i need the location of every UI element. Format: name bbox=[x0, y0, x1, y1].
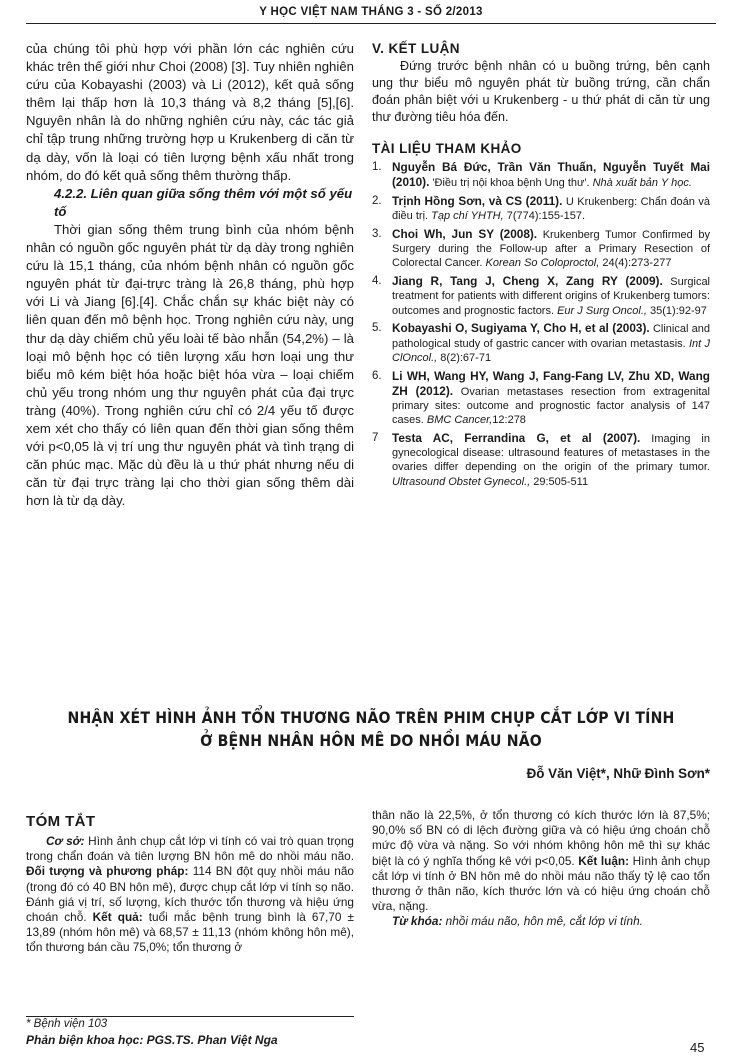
reference-authors: Choi Wh, Jun SY (2008). bbox=[392, 227, 538, 241]
conclusion-heading: V. KẾT LUẬN bbox=[372, 41, 460, 56]
reference-number: 6. bbox=[372, 369, 382, 382]
reference-item bbox=[372, 194, 710, 223]
reference-text: Krukenberg Tumor Confirmed by Surgery during the Follow-up after a Primary Resection of Colorectal Cancer. bbox=[392, 229, 710, 270]
abstract-keywords bbox=[372, 914, 710, 929]
reference-source: Korean So Coloproctol, bbox=[485, 257, 600, 270]
reference-authors: Kobayashi O, Sugiyama Y, Cho H, et al (2003). bbox=[392, 321, 650, 336]
references-heading: TÀI LIỆU THAM KHẢO bbox=[372, 141, 522, 156]
left-paragraph-2: Thời gian sống thêm trung bình của nhóm bệnh nhân có nguồn gốc nguyên phát từ dạ dày trong nghiên cứu là 15,1 tháng, của nhóm bệnh nhân có nguồn gốc nguyên phát từ đại-trực tràng là 26,8 tháng, phù hợp với Li và Jiang [6].[4]. Chắc chắn sự khác biệt này có liên quan đến mô bệnh học. Trong nghiên cứu này, ung thư dạ dày chiếm chủ yếu loài tế bào nhẫn (54,2%) – là loại mô bệnh học có tiên lượng xấu hơn loại ung thư biểu mô kém biệt hóa hoặc biệt hóa vừa – loại chiếm chủ yếu trong nhóm ung thư nguyên phát của đại trực tràng (40%). Trong nghiên cứu chỉ có 2/4 yếu tố được xem xét cho thấy có liên quan đến thời gian sống thêm với p<0,05 là vị trí ung thư nguyên phát và tình trạng di căn phúc mạc. Mặc dù đều là u thứ phát nhưng nếu di căn từ đại trực tràng lại cho thời gian sống thêm dài hơn là từ dạ dày. bbox=[26, 221, 354, 509]
keywords-text: nhồi máu não, hôn mê, cắt lớp vi tính. bbox=[442, 914, 643, 929]
journal-header: Y HỌC VIỆT NAM THÁNG 3 - SỐ 2/2013 bbox=[259, 6, 483, 18]
reference-number: 5. bbox=[372, 322, 382, 335]
reference-item bbox=[372, 160, 710, 190]
reference-tail: 29:505-511 bbox=[530, 475, 589, 488]
left-paragraph-1: của chúng tôi phù hợp với phần lớn các nghiên cứu khác trên thế giới như Choi (2008) [3]. Tuy nhiên nghiên cứu của Kobayashi (2003) và Li (2012), kết quả sống thêm lại thấp hơn là 10,3 tháng và 8,2 tháng [5],[6]. Nguyên nhân là do những nghiên cứu này, các tác giả chỉ tập trung những trường hợp u Krukenberg di căn từ dạ dày, vốn là loại có tiên lượng bệnh xấu nhất trong nhóm, do đó kết quả sống thêm thường thấp. bbox=[26, 41, 354, 183]
reference-item bbox=[372, 227, 710, 271]
reference-list bbox=[372, 160, 710, 489]
reference-text: Surgical treatment for patients with different origins of Krukenberg tumors: outcomes and prognostic factors. bbox=[392, 276, 711, 317]
keywords-label: Từ khóa: bbox=[392, 914, 443, 929]
subheading-4-2-2: 4.2.2. Liên quan giữa sống thêm với một số yếu tố bbox=[54, 185, 353, 219]
article-title-line-2: Ở BỆNH NHÂN HÔN MÊ DO NHỒI MÁU NÃO bbox=[200, 731, 542, 750]
abstract-paragraph-2 bbox=[372, 808, 710, 914]
reference-text: Imaging in gynecological disease: ultrasound features of metastases in the ovaries differ depending on the origin of the primary tumor. bbox=[392, 433, 710, 474]
reference-number: 7 bbox=[372, 432, 379, 445]
abstract-methods-text: 114 BN đột quỵ nhồi máu não (trong đó có 40 BN hôn mê), được chụp cắt lớp vi tính sọ não. Đánh giá vị trí, số lượng, kích thước tổn thương và hiệu ứng choán chỗ. bbox=[26, 864, 354, 925]
reference-source: BMC Cancer, bbox=[426, 414, 493, 427]
reference-tail: 7(774):155-157. bbox=[503, 210, 586, 223]
article-title bbox=[67, 706, 674, 752]
reference-tail: 8(2):67-71 bbox=[437, 351, 492, 364]
page-number: 45 bbox=[690, 1040, 705, 1055]
reference-number: 4. bbox=[372, 275, 382, 288]
reference-tail: 12:278 bbox=[492, 414, 526, 427]
reference-tail: 24(4):273-277 bbox=[599, 257, 672, 270]
abstract-conclusion-text: Hình ảnh chụp cắt lớp vi tính ở BN hôn mê do nhồi máu não thấy tỷ lệ cao tổn thương ở thân não, kích thước lớn và có hiệu ứng choán chỗ vừa, nặng. bbox=[372, 853, 711, 914]
reference-source: Tạp chí YHTH, bbox=[431, 210, 504, 223]
abstract-right bbox=[372, 808, 710, 930]
article-authors: Đỗ Văn Việt*, Nhữ Đình Sơn* bbox=[526, 766, 710, 781]
article-title-line-1: NHẬN XÉT HÌNH ẢNH TỔN THƯƠNG NÃO TRÊN PHIM CHỤP CẮT LỚP VI TÍNH bbox=[67, 708, 675, 727]
abstract-paragraph-1 bbox=[26, 834, 354, 956]
abstract-results-text: tuổi mắc bệnh trung bình là 67,70 ± 13,89 (nhóm hôn mê) và 68,57 ± 11,13 (nhóm không hôn mê), tổn thương bán cầu 75,0%; tổn thương ở bbox=[26, 910, 354, 955]
reference-source: Int J ClOncol., bbox=[392, 337, 710, 364]
reference-authors: Jiang R, Tang J, Cheng X, Zang RY (2009). bbox=[392, 274, 663, 289]
abstract-methods-label: Đối tượng và phương pháp: bbox=[26, 864, 189, 879]
reference-source: Eur J Surg Oncol., bbox=[557, 304, 647, 317]
reference-text: Clinical and pathological study of gastric cancer with ovarian metastasis. bbox=[392, 323, 710, 350]
right-column bbox=[372, 40, 710, 492]
reference-text: 'Điều trị nội khoa bệnh Ung thư'. bbox=[429, 177, 593, 190]
reference-authors: Li WH, Wang HY, Wang J, Fang-Fang LV, Zhu XD, Wang ZH (2012). bbox=[392, 368, 710, 398]
conclusion-paragraph: Đứng trước bệnh nhân có u buồng trứng, bên cạnh ung thư biểu mô nguyên phát từ buồng trứng, cần chẩn đoán phân biệt với u Krukenberg - u thứ phát di căn từ ung thư đường tiêu hóa đến. bbox=[372, 59, 710, 124]
reference-source: Nhà xuất bản Y học. bbox=[592, 177, 692, 190]
reference-item bbox=[372, 321, 710, 365]
reference-item bbox=[372, 431, 710, 489]
left-column bbox=[26, 40, 354, 510]
reference-item bbox=[372, 274, 710, 318]
header-divider bbox=[26, 23, 716, 24]
abstract-left bbox=[26, 813, 354, 956]
footnote-divider bbox=[26, 1016, 354, 1017]
abstract-basis-text: Hình ảnh chụp cắt lớp vi tính có vai trò quan trọng trong chẩn đoán và tiên lượng BN hôn mê do nhồi máu não. bbox=[26, 834, 354, 864]
reference-source: Ultrasound Obstet Gynecol., bbox=[392, 475, 531, 488]
abstract-right-text: thân não là 22,5%, ở tổn thương có kích thước lớn là 87,5%; 90,0% số BN có di lệch đường giữa và có hiệu ứng choán chỗ mức độ vừa và nặng. So với nhóm không hôn mê thì sự khác biệt là có ý nghĩa thống kê với p<0,05. bbox=[372, 808, 710, 868]
reference-number: 1. bbox=[372, 161, 382, 173]
reference-text: U Krukenberg: Chẩn đoán và điều trị. bbox=[392, 196, 710, 223]
abstract-heading: TÓM TẮT bbox=[26, 813, 96, 830]
reference-number: 2. bbox=[372, 195, 382, 207]
reference-authors: Nguyễn Bá Đức, Trần Văn Thuấn, Nguyễn Tuyết Mai (2010). bbox=[392, 160, 710, 190]
abstract-conclusion-label: Kết luận: bbox=[578, 853, 630, 868]
abstract-results-label: Kết quả: bbox=[92, 910, 143, 925]
reference-number: 3. bbox=[372, 228, 382, 240]
reference-authors: Testa AC, Ferrandina G, et al (2007). bbox=[392, 431, 641, 446]
footnote-reviewer: Phản biện khoa học: PGS.TS. Phan Việt Nga bbox=[26, 1033, 278, 1047]
reference-item bbox=[372, 369, 710, 428]
abstract-basis-label: Cơ sở: bbox=[46, 834, 85, 848]
footnote-affiliation: * Bệnh viện 103 bbox=[26, 1018, 108, 1030]
reference-authors: Trịnh Hồng Sơn, và CS (2011). bbox=[392, 194, 563, 208]
reference-text: Ovarian metastases resection from extragenital primary sites: outcome and prognostic factor analysis of 147 cases. bbox=[392, 385, 710, 427]
reference-tail: 35(1):92-97 bbox=[646, 304, 707, 317]
